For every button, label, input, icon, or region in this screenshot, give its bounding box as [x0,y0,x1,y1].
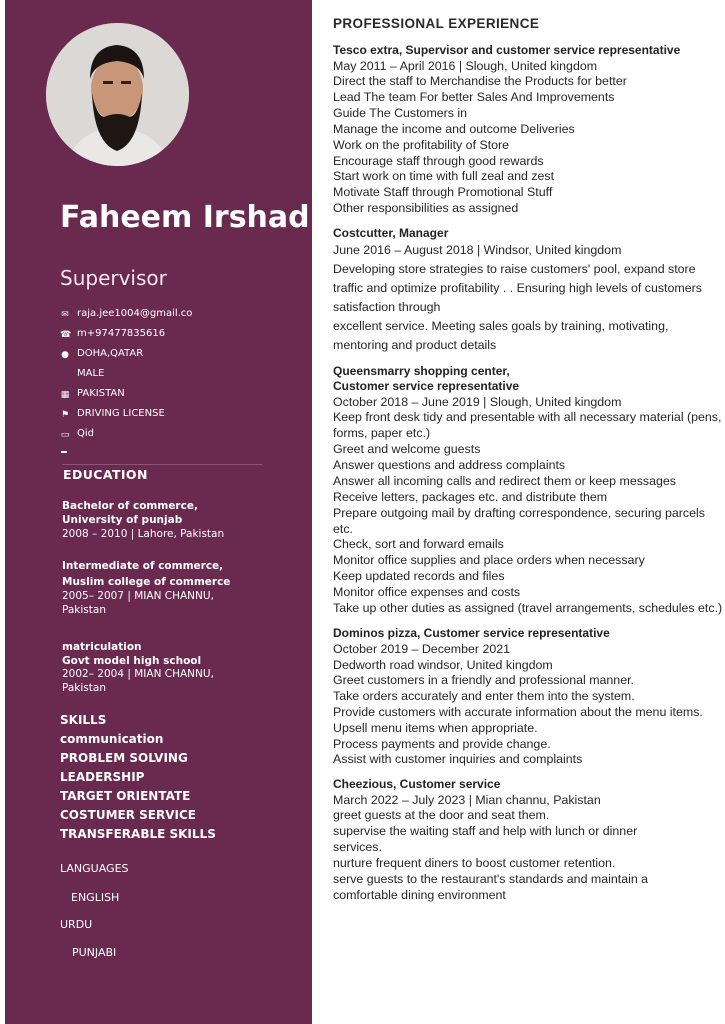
job-title: Tesco extra, Supervisor and customer service representative [333,43,681,57]
education-dates: 2008 – 2010 | Lahore, Pakistan [62,528,225,540]
job-duty: Manage the income and outcome Deliveries [333,121,575,136]
education-item [62,559,302,617]
phone-icon: ☎ [60,330,72,340]
profile-photo [46,23,189,166]
job-duty: Answer all incoming calls and redirect them or keep messages [333,473,676,488]
job-duty: Greet customers in a friendly and professional manner. [333,672,634,687]
education-school: Muslim college of commerce [62,576,231,588]
job-duty: Assist with customer inquiries and complaints [333,752,583,767]
location-icon: ● [61,350,69,360]
language-item: ENGLISH [71,891,120,904]
language-item: URDU [60,918,93,931]
job-dates: October 2019 – December 2021 [333,641,511,656]
job-duty: Upsell menu items when appropriate. [333,720,538,735]
language-item: PUNJABI [72,946,117,959]
job-duty: Keep front desk tidy and presentable with all necessary material (pens, forms, paper etc.) [333,410,722,441]
education-dates: 2002– 2004 | MIAN CHANNU, [62,668,214,680]
job-duty: greet guests at the door and seat them. [333,808,550,823]
contact-id-text: Qid [77,428,94,439]
building-icon: ▦ [60,390,70,400]
skill-item: TARGET ORIENTATE [60,789,191,803]
contact-id [60,427,300,447]
education-degree: Bachelor of commerce, [62,500,198,512]
job-dates: March 2022 – July 2023 | Mian channu, Pakistan [333,793,601,808]
contact-email [60,307,300,327]
job-duty: Monitor office expenses and costs [333,585,521,600]
gender-icon [60,370,70,380]
contact-license-text: DRIVING LICENSE [77,408,165,419]
mail-icon: ✉ [61,310,69,320]
job-title: Dominos pizza, Customer service representative [333,625,610,640]
education-degree: matriculation [62,641,142,653]
education-rule [62,464,262,465]
job-duty: Process payments and provide change. [333,736,551,751]
education-place: Pakistan [62,681,106,694]
skill-item: COSTUMER SERVICE [60,808,196,822]
experience-title: PROFESSIONAL EXPERIENCE [333,16,540,31]
contact-nationality [60,387,300,407]
job-entry [333,626,725,768]
job-location: Dedworth road windsor, United kingdom [333,657,553,672]
job-duty: Encourage staff through good rewards [333,153,544,168]
education-degree: Intermediate of commerce, [62,560,224,572]
education-school: Govt model high school [62,654,202,667]
job-duty: Take orders accurately and enter them into the system. [333,688,635,703]
job-subtitle: Customer service representative [333,379,520,394]
sidebar [5,0,312,1024]
job-duty: Prepare outgoing mail by drafting correspondence, securing parcels etc. [333,505,705,536]
job-duty: Lead The team For better Sales And Improvements [333,89,615,104]
job-duty: supervise the waiting staff and help with lunch or dinner services. [333,824,638,855]
id-card-icon: ▭ [60,430,70,440]
contact-location [60,347,300,367]
skill-item: PROBLEM SOLVING [60,751,188,765]
profile-name: Faheem Irshad [60,200,310,235]
contact-divider [61,451,67,453]
job-title: Queensmarry shopping center, [333,364,510,379]
skills-section [60,711,300,844]
contact-phone-text: m+97477835616 [77,328,166,339]
job-duty: Check, sort and forward emails [333,537,504,552]
job-entry [333,43,725,217]
experience-section [333,16,725,913]
job-duty: Answer questions and address complaints [333,457,566,472]
job-entry [333,226,725,355]
job-dates: June 2016 – August 2018 | Windsor, United kingdom [333,243,622,258]
job-entry [333,777,725,903]
skills-title: SKILLS [60,713,107,727]
contact-list [60,307,300,447]
job-duty: Start work on time with full zeal and zest [333,169,555,184]
job-duty: Receive letters, packages etc. and distribute them [333,489,608,504]
job-entry [333,364,725,617]
education-school: University of punjab [62,514,183,526]
job-duty: Greet and welcome guests [333,441,481,456]
job-title: Cheezious, Customer service [333,777,501,792]
job-duty: nurture frequent diners to boost customer retention. [333,856,616,871]
education-place: Pakistan [62,604,106,616]
job-duty: Keep updated records and files [333,569,505,584]
job-duty: Guide The Customers in [333,105,468,120]
job-dates: May 2011 – April 2016 | Slough, United kingdom [333,59,598,73]
job-duty: Developing store strategies to raise customers' pool, expand store traffic and optimize profitability . . Ensuring high levels of customers satisfaction through [333,262,702,315]
skill-item: TRANSFERABLE SKILLS [60,827,216,841]
job-duty: Direct the staff to Merchandise the Products for better [333,74,627,88]
education-item [62,499,302,541]
contact-location-text: DOHA,QATAR [77,348,144,359]
job-duty: Monitor office supplies and place orders when necessary [333,553,645,568]
job-duty: Work on the profitability of Store [333,137,510,152]
contact-email-text: raja.jee1004@gmail.co [77,308,193,319]
job-dates: October 2018 – June 2019 | Slough, United kingdom [333,395,622,410]
job-duty: Other responsibilities as assigned [333,201,519,216]
job-duty: Take up other duties as assigned (travel arrangements, schedules etc.) [333,601,723,616]
education-title: EDUCATION [63,467,148,482]
contact-license [60,407,300,427]
job-duty: serve guests to the restaurant's standards and maintain a comfortable dining environment [333,872,649,902]
education-item [62,641,302,695]
contact-nationality-text: PAKISTAN [77,388,125,399]
job-duty: excellent service. Meeting sales goals by training, motivating, mentoring and product details [333,319,669,353]
skill-item: LEADERSHIP [60,770,145,784]
profile-role: Supervisor [60,266,167,290]
languages-title: LANGUAGES [60,862,129,875]
education-dates: 2005– 2007 | MIAN CHANNU, [62,590,214,602]
contact-gender [60,367,300,387]
contact-phone [60,327,300,347]
job-title: Costcutter, Manager [333,226,449,241]
flag-icon: ⚑ [60,410,70,420]
profile-photo-avatar [46,23,189,166]
job-duty: Motivate Staff through Promotional Stuff [333,185,553,200]
contact-gender-text: MALE [77,368,105,379]
skill-item: communication [60,732,164,746]
job-duty: Provide customers with accurate information about the menu items. [333,704,703,719]
